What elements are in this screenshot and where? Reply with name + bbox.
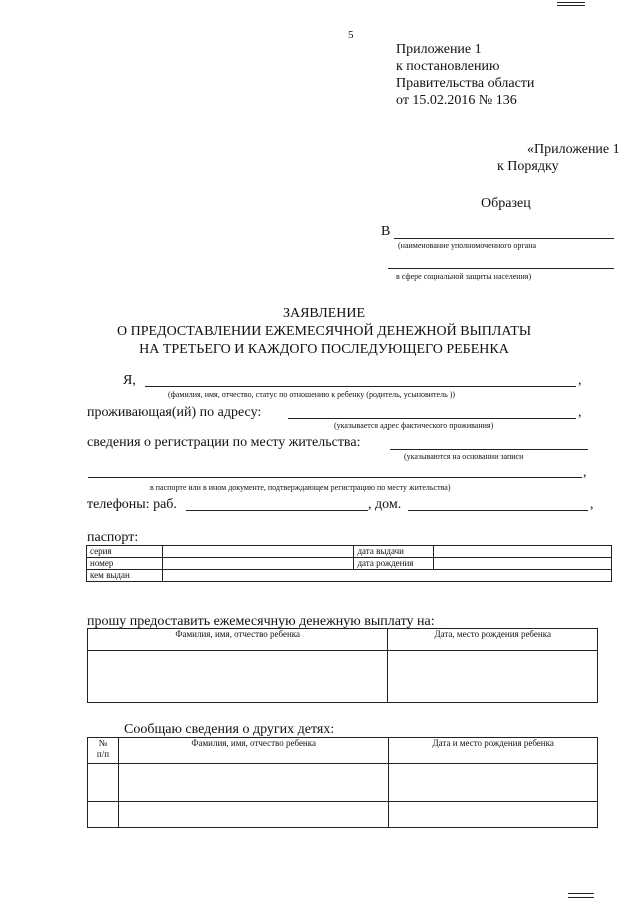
other-child-2-name[interactable]	[118, 802, 388, 828]
registration-line-1	[390, 449, 588, 450]
other-children-col-name: Фамилия, имя, отчество ребенка	[118, 738, 388, 764]
other-children-col-date: Дата и место рождения ребенка	[389, 738, 598, 764]
appendix-line-3: Правительства области	[396, 76, 535, 91]
registration-comma: ,	[583, 465, 587, 480]
sample-label: Образец	[481, 196, 531, 211]
passport-table	[86, 545, 612, 582]
phones-label: телефоны: раб.	[87, 497, 177, 512]
passport-series-label: серия	[87, 546, 163, 558]
passport-issued-by-value[interactable]	[162, 570, 611, 582]
request-child-date[interactable]	[388, 651, 598, 703]
col-num-line-2: п/п	[96, 749, 110, 759]
request-label: прошу предоставить ежемесячную денежную выплату на:	[87, 614, 435, 629]
request-table	[87, 628, 598, 703]
request-col-name: Фамилия, имя, отчество ребенка	[88, 629, 388, 651]
phone-comma: ,	[590, 497, 594, 512]
to-line-1	[394, 238, 614, 239]
other-children-col-num	[88, 738, 119, 764]
other-child-2-date[interactable]	[389, 802, 598, 828]
registration-hint-2: в паспорте или в ином документе, подтверждающем регистрацию по месту жительства)	[150, 483, 451, 492]
to-prefix: В	[381, 224, 391, 239]
to-hint-2: в сфере социальной защиты населения)	[396, 272, 532, 281]
passport-issue-date-label: дата выдачи	[354, 546, 434, 558]
passport-label: паспорт:	[87, 530, 139, 545]
passport-series-value[interactable]	[162, 546, 354, 558]
request-header-row	[88, 629, 598, 651]
address-hint: (указывается адрес фактического проживания)	[334, 421, 494, 430]
phone-work-line	[186, 510, 368, 511]
to-line-2	[388, 268, 614, 269]
corner-mark-top-2	[557, 5, 585, 6]
appendix-order-line-2: к Порядку	[497, 159, 559, 174]
appendix-line-1: Приложение 1	[396, 42, 482, 57]
corner-mark-bottom	[568, 893, 594, 894]
other-children-label: Сообщаю сведения о других детях:	[124, 722, 335, 737]
other-children-row-1	[88, 764, 598, 802]
title-line-3: НА ТРЕТЬЕГО И КАЖДОГО ПОСЛЕДУЮЩЕГО РЕБЕНКА	[139, 342, 509, 357]
registration-line-2	[88, 477, 582, 478]
passport-issue-date-value[interactable]	[434, 546, 612, 558]
address-line	[288, 418, 576, 419]
passport-issued-by-label: кем выдан	[87, 570, 163, 582]
request-child-name[interactable]	[88, 651, 388, 703]
passport-birth-date-value[interactable]	[434, 558, 612, 570]
title-line-2: О ПРЕДОСТАВЛЕНИИ ЕЖЕМЕСЯЧНОЙ ДЕНЕЖНОЙ ВЫПЛАТЫ	[116, 324, 532, 339]
phone-home-line	[408, 510, 588, 511]
phone-home-label: , дом.	[368, 497, 402, 512]
passport-row-1	[87, 546, 612, 558]
other-children-header-row	[88, 738, 598, 764]
applicant-name-line	[145, 386, 576, 387]
appendix-line-2: к постановлению	[396, 59, 500, 74]
appendix-line-4: от 15.02.2016 № 136	[396, 93, 517, 108]
other-child-1-date[interactable]	[389, 764, 598, 802]
address-label: проживающая(ий) по адресу:	[87, 405, 262, 420]
corner-mark-bottom-2	[568, 897, 594, 898]
request-col-date: Дата, место рождения ребенка	[388, 629, 598, 651]
request-row-1	[88, 651, 598, 703]
applicant-name-comma: ,	[578, 373, 582, 388]
page-number: 5	[348, 29, 354, 41]
passport-row-3	[87, 570, 612, 582]
col-num-line-1: №	[98, 738, 108, 748]
other-child-1-num[interactable]	[88, 764, 119, 802]
appendix-order-line-1: «Приложение 1	[527, 142, 620, 157]
to-hint-1: (наименование уполномоченного органа	[398, 241, 537, 250]
address-comma: ,	[578, 405, 582, 420]
registration-label: сведения о регистрации по месту жительства:	[87, 435, 361, 450]
other-child-2-num[interactable]	[88, 802, 119, 828]
other-children-table	[87, 737, 598, 828]
passport-birth-date-label: дата рождения	[354, 558, 434, 570]
corner-mark-top	[557, 2, 585, 3]
other-children-row-2	[88, 802, 598, 828]
passport-number-label: номер	[87, 558, 163, 570]
passport-row-2	[87, 558, 612, 570]
applicant-name-hint: (фамилия, имя, отчество, статус по отношению к ребенку (родитель, усыновитель ))	[168, 390, 456, 399]
applicant-i-label: Я,	[123, 373, 136, 388]
other-child-1-name[interactable]	[118, 764, 388, 802]
title-line-1: ЗАЯВЛЕНИЕ	[282, 306, 366, 321]
passport-number-value[interactable]	[162, 558, 354, 570]
registration-hint-1: (указываются на основании записи	[404, 452, 524, 461]
